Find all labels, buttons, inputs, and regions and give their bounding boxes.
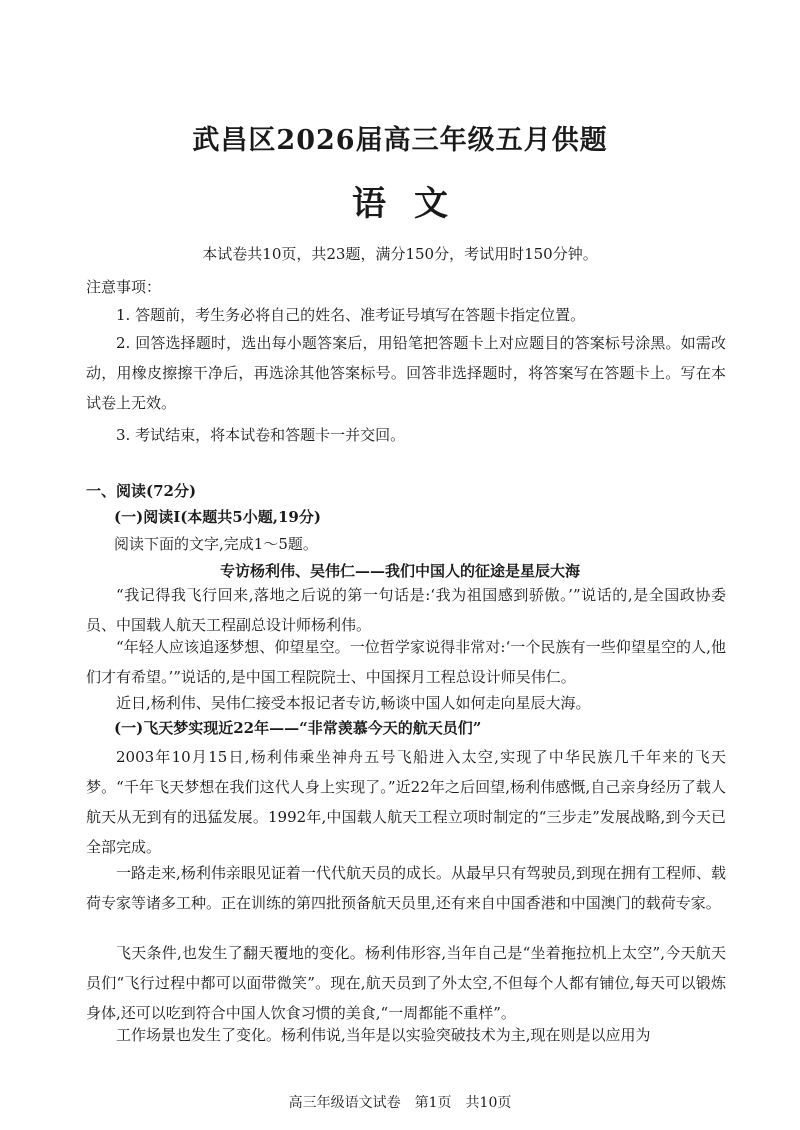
exam-info: 本试卷共10页，共23题，满分150分，考试用时150分钟。 <box>202 245 598 263</box>
article-paragraph-5: 一路走来,杨利伟亲眼见证着一代代航天员的成长。从最早只有驾驶员,到现在拥有工程师、载荷专家等诸多工种。正在训练的第四批预备航天员里,还有来自中国香港和中国澳门的载荷专家。 <box>86 864 726 912</box>
article-paragraph-6: 飞天条件,也发生了翻天覆地的变化。杨利伟形容,当年自己是“坐着拖拉机上太空”,今天航天员们“飞行过程中都可以面带微笑”。现在,航天员到了外太空,不但每个人都有铺位,每天可以锻炼身体,还可以吃到符合中国人饮食习惯的美食,“一周都能不重样”。 <box>86 944 726 1022</box>
notice-title: 注意事项： <box>86 278 162 296</box>
notice-item-3: 3. 考试结束，将本试卷和答题卡一并交回。 <box>116 426 406 444</box>
article-paragraph-7: 工作场景也发生了变化。杨利伟说,当年是以实验突破技术为主,现在则是以应用为 <box>116 1026 651 1044</box>
notice-item-1: 1. 答题前，考生务必将自己的姓名、准考证号填写在答题卡指定位置。 <box>116 306 586 324</box>
article-paragraph-1: “我记得我飞行回来,落地之后说的第一句话是:‘我为祖国感到骄傲。’”说话的,是全国政协委员、中国载人航天工程副总设计师杨利伟。 <box>86 586 726 634</box>
page-footer: 高三年级语文试卷 第1页 共10页 <box>288 1095 512 1111</box>
article-paragraph-3: 近日,杨利伟、吴伟仁接受本报记者专访,畅谈中国人如何走向星辰大海。 <box>116 694 591 712</box>
article-section-title: (一)飞天梦实现近22年——“非常羡慕今天的航天员们” <box>114 719 482 737</box>
subsection-title: (一)阅读Ⅰ(本题共5小题,19分) <box>114 508 321 526</box>
subject-title: 语文 <box>352 184 476 224</box>
exam-title: 武昌区2026届高三年级五月供题 <box>192 125 608 156</box>
article-paragraph-4: 2003年10月15日,杨利伟乘坐神舟五号飞船进入太空,实现了中华民族几千年来的飞天梦。“千年飞天梦想在我们这代人身上实现了。”近22年之后回望,杨利伟感慨,自己亲身经历了载人航天从无到有的迅猛发展。1992年,中国载人航天工程立项时制定的“三步走”发展战略,到今天已全部完成。 <box>86 748 726 856</box>
article-title: 专访杨利伟、吴伟仁——我们中国人的征途是星辰大海 <box>219 562 580 580</box>
article-paragraph-2: “年轻人应该追逐梦想、仰望星空。一位哲学家说得非常对:‘一个民族有一些仰望星空的人,他们才有希望。’”说话的,是中国工程院院士、中国探月工程总设计师吴伟仁。 <box>86 638 726 686</box>
reading-instruction: 阅读下面的文字,完成1～5题。 <box>114 535 318 553</box>
notice-item-2: 2. 回答选择题时，选出每小题答案后，用铅笔把答题卡上对应题目的答案标号涂黑。如需改动，用橡皮擦擦干净后，再选涂其他答案标号。回答非选择题时，将答案写在答题卡上。写在本试卷上无效。 <box>86 334 726 412</box>
section-title: 一、阅读(72分) <box>86 482 197 500</box>
